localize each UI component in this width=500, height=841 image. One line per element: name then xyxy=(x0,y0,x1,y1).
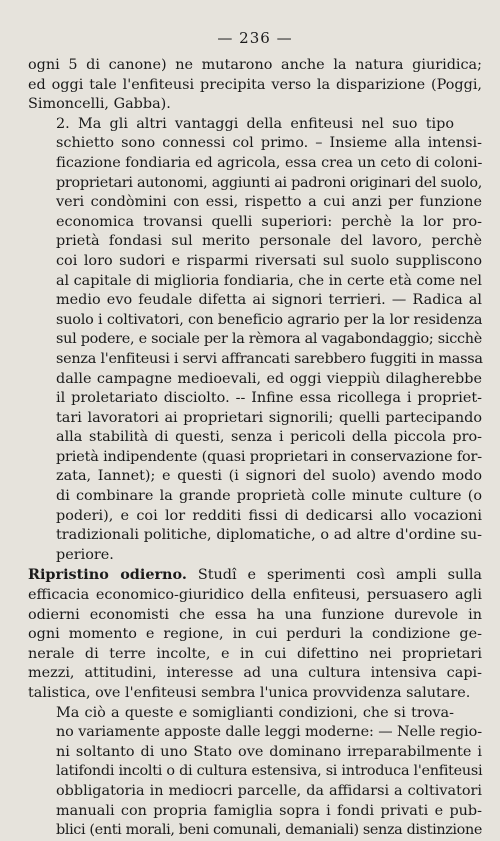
text-line: odierni economisti che essa ha una funzione durevole in xyxy=(28,606,482,623)
text-line: di combinare la grande proprietà colle minute culture (o xyxy=(56,488,482,505)
text-line xyxy=(28,565,482,586)
paragraph-4 xyxy=(28,704,482,841)
text-line: schietto sono connessi col primo. – Insieme alla intensi- xyxy=(56,135,482,152)
text-line: nerale di terre incolte, e in cui difettino nei proprietari xyxy=(28,645,482,662)
text-line: manuali con propria famiglia sopra i fondi privati e pub- xyxy=(56,802,482,819)
paragraph-2 xyxy=(28,115,482,566)
text-line: periore. xyxy=(56,546,114,563)
text-line: ficazione fondiaria ed agricola, essa crea un ceto di coloni- xyxy=(56,154,483,171)
text-line: proprietari autonomi, aggiunti ai padroni originari del suolo, xyxy=(56,174,482,191)
text-line: alla stabilità di questi, senza i pericoli della piccola pro- xyxy=(56,429,482,446)
text-line: blici (enti morali, beni comunali, demaniali) senza distinzione xyxy=(56,822,482,839)
text-line: dalle campagne medioevali, ed oggi vieppiù dilagherebbe xyxy=(56,370,482,387)
section-heading: Ripristino odierno. xyxy=(28,566,187,584)
text-fragment: Studî e sperimenti così ampli sulla xyxy=(186,567,483,584)
text-line: ed oggi tale l'enfiteusi precipita verso la disparizione (Poggi, xyxy=(28,76,482,93)
text-line: no variamente apposte dalle leggi moderne: — Nelle regio- xyxy=(56,724,482,741)
text-line: coi loro sudori e risparmi riversati sul suolo suppliscono xyxy=(56,252,482,269)
text-line: Simoncelli, Gabba). xyxy=(28,96,171,113)
text-line: ogni momento e regione, in cui perduri la condizione ge- xyxy=(28,626,482,643)
text-line: ogni 5 di canone) ne mutarono anche la natura giuridica; xyxy=(28,57,482,73)
text-line: zata, Iannet); e questi (i signori del suolo) avendo modo xyxy=(56,468,482,485)
text-line: obbligatoria in mediocri parcelle, da affidarsi a coltivatori xyxy=(56,782,482,799)
page-number: — 236 — xyxy=(217,29,293,47)
text-line: veri condòmini con essi, rispetto a cui anzi per funzione xyxy=(56,194,482,211)
text-line: Ma ciò a queste e somiglianti condizioni, che si trova- xyxy=(56,704,454,721)
text-line: tradizionali politiche, diplomatiche, o ad altre d'ordine su- xyxy=(56,527,482,544)
paragraph-1 xyxy=(28,56,482,115)
text-line: latifondi incolti o di cultura estensiva, si introduca l'enfiteusi xyxy=(56,763,483,780)
text-line: medio evo feudale difetta ai signori terrieri. — Radica al xyxy=(56,292,482,309)
text-line: sul podere, e sociale per la rèmora al vagabondaggio; sicchè xyxy=(56,331,482,348)
text-line: suolo i coltivatori, con beneficio agrario per la lor residenza xyxy=(56,311,483,328)
text-line: mezzi, attitudini, interesse ad una cultura intensiva capi- xyxy=(28,665,482,682)
text-line: ni soltanto di uno Stato ove dominano irreparabilmente i xyxy=(56,743,482,760)
text-line: al capitale di miglioria fondiaria, che in certe età come nel xyxy=(56,272,482,289)
text-line: talistica, ove l'enfiteusi sembra l'unica provvidenza salutare. xyxy=(28,685,471,701)
text-line: 2. Ma gli altri vantaggi della enfiteusi nel suo tipo xyxy=(56,115,454,132)
text-line: prietà fondasi sul merito personale del lavoro, perchè xyxy=(56,233,482,250)
text-line: il proletariato disciolto. -- Infine essa ricollega i propriet- xyxy=(56,390,482,407)
text-line: tari lavoratori ai proprietari signorili; quelli partecipando xyxy=(56,409,482,426)
text-line: senza l'enfiteusi i servi affrancati sarebbero fuggiti in massa xyxy=(56,350,483,367)
text-line: poderi), e coi lor redditi fissi di dedicarsi allo vocazioni xyxy=(56,507,482,524)
paragraph-3 xyxy=(28,565,482,703)
text-line: prietà indipendente (quasi proprietari in conservazione for- xyxy=(56,448,482,465)
text-line: efficacia economico-giuridico della enfiteusi, persuasero agli xyxy=(28,587,482,604)
text-line: economica trovansi quelli superiori: perchè la lor pro- xyxy=(56,213,482,230)
